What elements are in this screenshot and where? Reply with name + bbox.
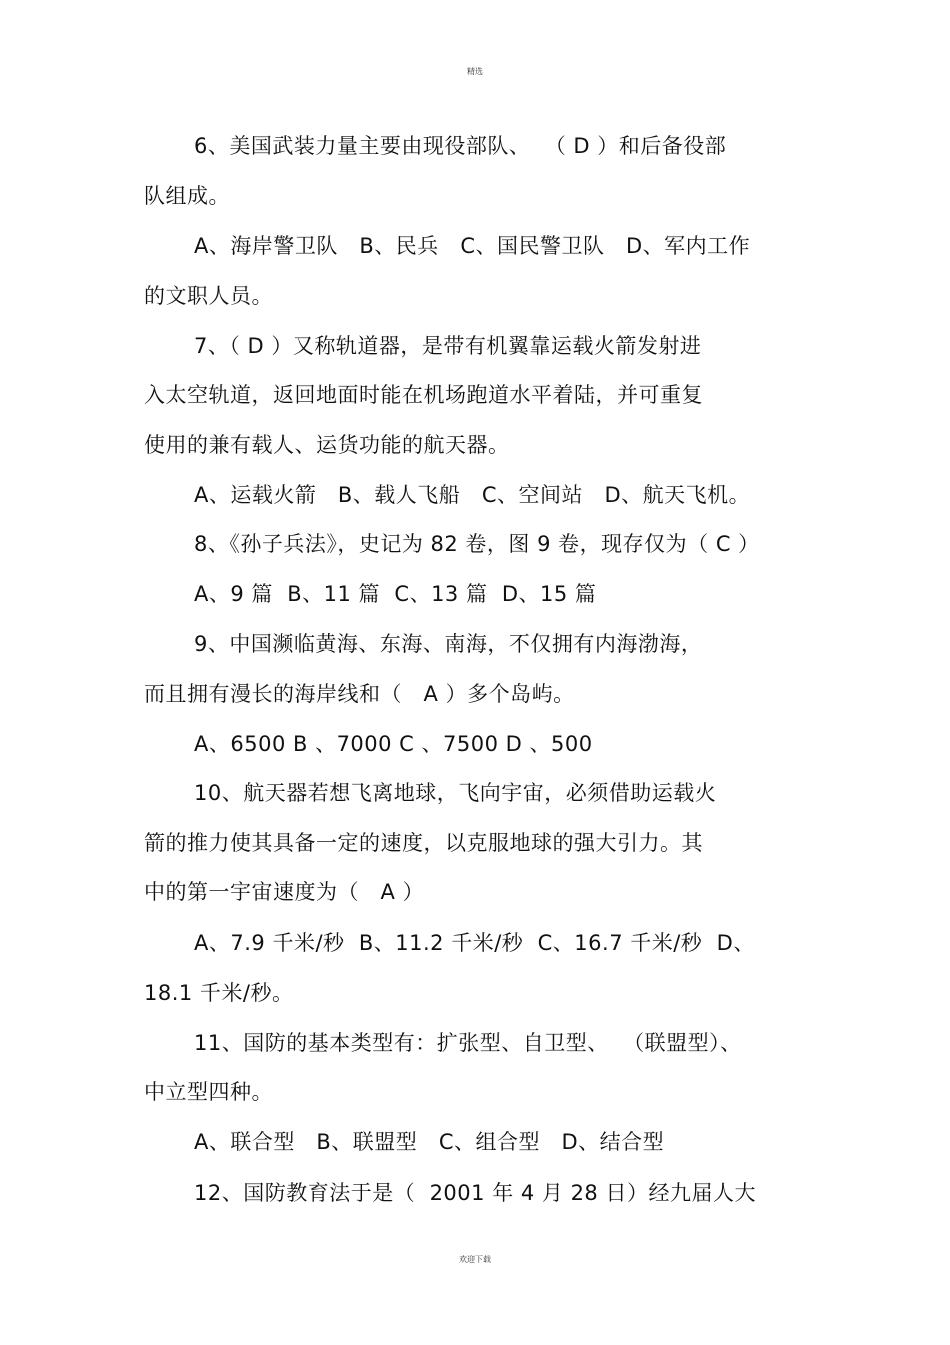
question-6-stem-line2: 队组成。 <box>144 184 230 208</box>
question-10-options-line2: 18.1 千米/秒。 <box>144 981 294 1005</box>
question-12-stem-line1: 12、国防教育法于是（ 2001 年 4 月 28 日）经九届人大 <box>194 1181 756 1205</box>
question-8-options: A、9 篇 B、11 篇 C、13 篇 D、15 篇 <box>194 582 597 606</box>
question-7-stem-line2: 入太空轨道，返回地面时能在机场跑道水平着陆，并可重复 <box>144 383 703 407</box>
question-7-stem-line3: 使用的兼有载人、运货功能的航天器。 <box>144 433 510 457</box>
question-11-stem-line1: 11、国防的基本类型有：扩张型、自卫型、 （联盟型）、 <box>194 1031 742 1055</box>
question-11-stem-line2: 中立型四种。 <box>144 1080 273 1104</box>
question-7-options: A、运载火箭 B、载人飞船 C、空间站 D、航天飞机。 <box>194 483 751 507</box>
question-10-stem-line1: 10、航天器若想飞离地球，飞向宇宙，必须借助运载火 <box>194 781 717 805</box>
question-9-options: A、6500 B 、7000 C 、7500 D 、500 <box>194 732 593 756</box>
question-11-options: A、联合型 B、联盟型 C、组合型 D、结合型 <box>194 1130 665 1154</box>
question-9-stem-line1: 9、中国濒临黄海、东海、南海，不仅拥有内海渤海， <box>194 632 703 656</box>
question-6-options-line2: 的文职人员。 <box>144 284 273 308</box>
page-footer: 欢迎下载 <box>459 1255 491 1264</box>
question-10-stem-line3: 中的第一宇宙速度为（ A ） <box>144 880 425 904</box>
question-10-options-line1: A、7.9 千米/秒 B、11.2 千米/秒 C、16.7 千米/秒 D、 <box>194 931 755 955</box>
question-7-stem-line1: 7、（ D ）又称轨道器，是带有机翼靠运载火箭发射进 <box>194 334 702 358</box>
question-6-stem-line1: 6、美国武装力量主要由现役部队、 （ D ）和后备役部 <box>194 134 727 158</box>
question-6-options-line1: A、海岸警卫队 B、民兵 C、国民警卫队 D、军内工作 <box>194 234 751 258</box>
question-8-stem: 8、《孙子兵法》，史记为 82 卷，图 9 卷，现存仅为（ C ） <box>194 532 760 556</box>
question-10-stem-line2: 箭的推力使其具备一定的速度，以克服地球的强大引力。其 <box>144 831 703 855</box>
page-header: 精选 <box>467 67 483 76</box>
question-9-stem-line2: 而且拥有漫长的海岸线和（ A ）多个岛屿。 <box>144 682 575 706</box>
